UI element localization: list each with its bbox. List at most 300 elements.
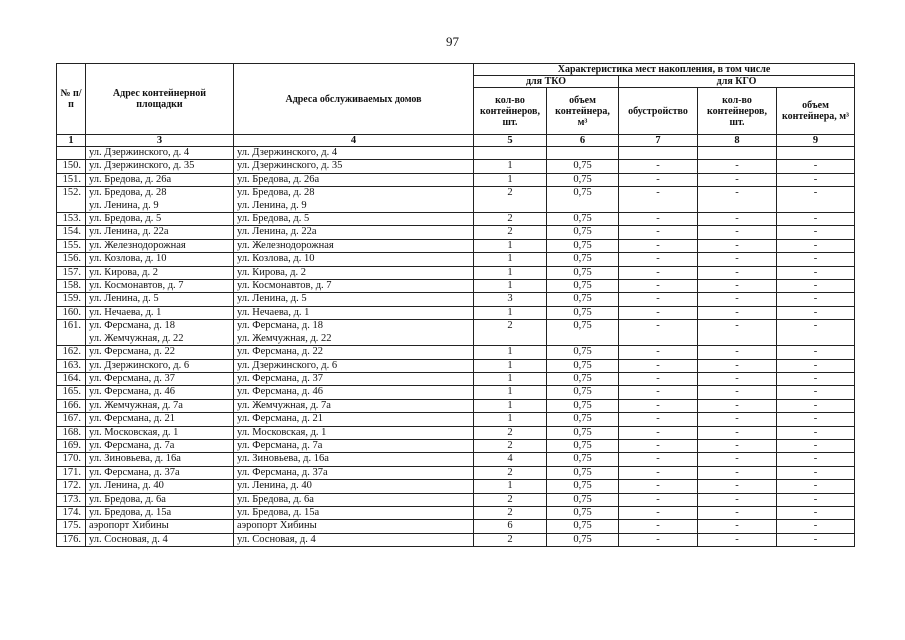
tko-volume-line: 0,75 xyxy=(573,280,592,292)
kgo-count-line: - xyxy=(735,426,739,438)
kgo-equipment xyxy=(619,399,698,412)
site-address xyxy=(86,320,234,346)
kgo-count xyxy=(698,506,777,519)
served-houses-line: ул. Бредова, д. 5 xyxy=(237,213,310,225)
site-address xyxy=(86,266,234,279)
kgo-count xyxy=(698,466,777,479)
kgo-equipment xyxy=(619,226,698,239)
kgo-count-line: - xyxy=(735,466,739,478)
kgo-volume-line: - xyxy=(813,413,818,425)
table-row xyxy=(57,306,855,319)
site-address xyxy=(86,493,234,506)
tko-volume-line: 0,75 xyxy=(573,239,592,251)
site-address xyxy=(86,453,234,466)
tko-volume-line: 0,75 xyxy=(573,226,592,238)
kgo-count-line: - xyxy=(735,320,739,332)
kgo-equipment xyxy=(619,253,698,266)
tko-count-line: 3 xyxy=(507,293,513,305)
served-houses-line: ул. Дзержинского, д. 6 xyxy=(237,359,338,371)
served-houses-line: ул. Космонавтов, д. 7 xyxy=(237,280,332,292)
row-number xyxy=(57,280,86,293)
table-row xyxy=(57,173,855,186)
kgo-volume-line: - xyxy=(813,372,818,384)
tko-volume-line: 0,75 xyxy=(573,173,592,185)
kgo-count xyxy=(698,253,777,266)
tko-count-line: 1 xyxy=(507,160,513,172)
tko-volume xyxy=(547,293,619,306)
tko-volume xyxy=(547,399,619,412)
kgo-equipment-line: - xyxy=(656,520,660,532)
site-address-line: ул. Сосновая, д. 4 xyxy=(89,533,168,545)
kgo-volume xyxy=(777,372,855,385)
kgo-count-line: - xyxy=(735,506,739,518)
tko-count xyxy=(474,520,547,533)
kgo-volume xyxy=(777,359,855,372)
kgo-volume xyxy=(777,386,855,399)
header-kgo: для КГО xyxy=(619,76,855,88)
kgo-volume-line: - xyxy=(813,346,818,358)
kgo-volume xyxy=(777,213,855,226)
tko-volume xyxy=(547,306,619,319)
kgo-equipment-line: - xyxy=(656,493,660,505)
kgo-count-line: - xyxy=(735,520,739,532)
kgo-volume-line: - xyxy=(813,239,818,251)
row-number xyxy=(57,306,86,319)
kgo-count xyxy=(698,413,777,426)
row-number-line: 160. xyxy=(62,306,81,318)
site-address-line: ул. Ферсмана, д. 21 xyxy=(89,413,175,425)
served-houses xyxy=(234,372,474,385)
served-houses-line: ул. Ферсмана, д. 46 xyxy=(237,386,323,398)
kgo-volume xyxy=(777,346,855,359)
tko-count-line: 4 xyxy=(507,453,513,465)
kgo-equipment-line: - xyxy=(656,359,660,371)
kgo-volume xyxy=(777,506,855,519)
row-number-line: 169. xyxy=(62,439,81,451)
kgo-equipment xyxy=(619,213,698,226)
table-row xyxy=(57,147,855,160)
site-address-line: ул. Дзержинского, д. 4 xyxy=(89,147,190,158)
site-address-line: ул. Бредова, д. 5 xyxy=(89,213,162,225)
tko-count-line: 1 xyxy=(507,399,513,411)
tko-volume-line: 0,75 xyxy=(573,533,592,545)
kgo-count-line: - xyxy=(735,226,739,238)
row-number xyxy=(57,506,86,519)
table-row xyxy=(57,426,855,439)
kgo-count xyxy=(698,173,777,186)
table-row xyxy=(57,359,855,372)
kgo-volume xyxy=(777,480,855,493)
kgo-equipment xyxy=(619,293,698,306)
site-address xyxy=(86,372,234,385)
served-houses-line: ул. Ферсмана, д. 21 xyxy=(237,413,323,425)
served-houses xyxy=(234,253,474,266)
served-houses xyxy=(234,359,474,372)
site-address xyxy=(86,480,234,493)
kgo-volume xyxy=(777,147,855,160)
tko-count xyxy=(474,426,547,439)
tko-count xyxy=(474,466,547,479)
row-number-line: 167. xyxy=(62,413,81,425)
container-sites-table xyxy=(56,63,855,547)
header-tko: для ТКО xyxy=(474,76,619,88)
site-address-line: ул. Козлова, д. 10 xyxy=(89,253,167,265)
table-row xyxy=(57,386,855,399)
tko-count-line: 1 xyxy=(507,480,513,492)
row-number-line: 163. xyxy=(62,359,81,371)
served-houses-line: ул. Бредова, д. 6а xyxy=(237,493,314,505)
served-houses-line: ул. Козлова, д. 10 xyxy=(237,253,315,265)
tko-count xyxy=(474,280,547,293)
column-index: 7 xyxy=(619,135,698,147)
tko-count-line: 1 xyxy=(507,346,513,358)
served-houses xyxy=(234,413,474,426)
kgo-volume xyxy=(777,453,855,466)
tko-volume-line: 0,75 xyxy=(573,346,592,358)
tko-volume xyxy=(547,346,619,359)
served-houses xyxy=(234,399,474,412)
kgo-count-line: - xyxy=(735,173,739,185)
table-row xyxy=(57,253,855,266)
kgo-equipment-line: - xyxy=(656,372,660,384)
row-number-line: 166. xyxy=(62,399,81,411)
served-houses-line: ул. Бредова, д. 28 xyxy=(237,187,315,199)
kgo-volume xyxy=(777,399,855,412)
kgo-volume-line: - xyxy=(813,280,818,292)
kgo-count-line: - xyxy=(735,359,739,371)
site-address-line: ул. Ферсмана, д. 22 xyxy=(89,346,175,358)
site-address-line: ул. Ленина, д. 9 xyxy=(89,199,159,211)
row-number-line: 175. xyxy=(62,520,81,532)
kgo-volume-line: - xyxy=(813,453,818,465)
row-number xyxy=(57,453,86,466)
site-address-line: ул. Дзержинского, д. 35 xyxy=(89,160,195,172)
kgo-equipment xyxy=(619,426,698,439)
kgo-equipment-line: - xyxy=(656,466,660,478)
tko-volume xyxy=(547,439,619,452)
table-row xyxy=(57,346,855,359)
site-address-line: ул. Кирова, д. 2 xyxy=(89,266,158,278)
kgo-volume-line: - xyxy=(813,520,818,532)
tko-count xyxy=(474,187,547,213)
tko-count xyxy=(474,346,547,359)
site-address-line: ул. Бредова, д. 28 xyxy=(89,187,167,199)
tko-volume-line: 0,75 xyxy=(573,160,592,172)
kgo-count-line: - xyxy=(735,453,739,465)
served-houses-line: ул. Жемчужная, д. 7а xyxy=(237,399,331,411)
row-number-line: 159. xyxy=(62,293,81,305)
row-number-line: 153. xyxy=(62,213,81,225)
kgo-count xyxy=(698,280,777,293)
kgo-equipment xyxy=(619,386,698,399)
kgo-count xyxy=(698,306,777,319)
column-index-row xyxy=(57,135,855,147)
tko-volume-line: 0,75 xyxy=(573,372,592,384)
kgo-volume xyxy=(777,239,855,252)
kgo-count-line: - xyxy=(735,160,739,172)
tko-volume xyxy=(547,226,619,239)
column-index: 6 xyxy=(547,135,619,147)
served-houses xyxy=(234,293,474,306)
site-address xyxy=(86,346,234,359)
site-address-line: ул. Жемчужная, д. 7а xyxy=(89,399,183,411)
tko-count xyxy=(474,226,547,239)
tko-volume xyxy=(547,453,619,466)
table-row xyxy=(57,160,855,173)
tko-count-line: 2 xyxy=(507,466,513,478)
site-address xyxy=(86,306,234,319)
kgo-volume xyxy=(777,439,855,452)
row-number-line: 174. xyxy=(62,506,81,518)
site-address-line: ул. Космонавтов, д. 7 xyxy=(89,280,184,292)
kgo-count xyxy=(698,147,777,160)
kgo-count-line: - xyxy=(735,280,739,292)
site-address xyxy=(86,426,234,439)
table-row xyxy=(57,320,855,346)
site-address-line: ул. Нечаева, д. 1 xyxy=(89,306,162,318)
tko-count-line: 1 xyxy=(507,253,513,265)
row-number-line: 164. xyxy=(62,372,81,384)
kgo-equipment xyxy=(619,413,698,426)
table-row xyxy=(57,213,855,226)
tko-volume xyxy=(547,506,619,519)
site-address-line: ул. Дзержинского, д. 6 xyxy=(89,359,190,371)
kgo-equipment xyxy=(619,306,698,319)
kgo-equipment-line: - xyxy=(656,453,660,465)
row-number xyxy=(57,413,86,426)
kgo-equipment xyxy=(619,520,698,533)
kgo-count-line: - xyxy=(735,293,739,305)
kgo-count-line: - xyxy=(735,439,739,451)
served-houses xyxy=(234,239,474,252)
kgo-count xyxy=(698,399,777,412)
kgo-volume xyxy=(777,173,855,186)
kgo-count xyxy=(698,453,777,466)
column-index: 1 xyxy=(57,135,86,147)
served-houses-line: ул. Дзержинского, д. 4 xyxy=(237,147,338,158)
kgo-volume-line: - xyxy=(813,493,818,505)
kgo-volume-line: - xyxy=(813,426,818,438)
site-address-line: ул. Жемчужная, д. 22 xyxy=(89,332,184,344)
table-row xyxy=(57,280,855,293)
kgo-count xyxy=(698,439,777,452)
tko-count-line: 6 xyxy=(507,520,513,532)
tko-count xyxy=(474,147,547,160)
kgo-equipment-line: - xyxy=(656,306,660,318)
row-number xyxy=(57,426,86,439)
kgo-volume-line: - xyxy=(813,480,818,492)
tko-count-line: 1 xyxy=(507,386,513,398)
tko-volume xyxy=(547,173,619,186)
row-number xyxy=(57,293,86,306)
row-number-line: 154. xyxy=(62,226,81,238)
tko-volume xyxy=(547,187,619,213)
site-address-line: ул. Зиновьева, д. 16а xyxy=(89,453,181,465)
kgo-volume-line: - xyxy=(813,320,818,332)
tko-volume xyxy=(547,520,619,533)
kgo-volume-line: - xyxy=(813,213,818,225)
served-houses-line: ул. Сосновая, д. 4 xyxy=(237,533,316,545)
tko-volume xyxy=(547,253,619,266)
kgo-volume xyxy=(777,533,855,546)
table-row xyxy=(57,439,855,452)
row-number-line: 173. xyxy=(62,493,81,505)
kgo-count xyxy=(698,213,777,226)
tko-volume xyxy=(547,266,619,279)
site-address-line: ул. Ферсмана, д. 46 xyxy=(89,386,175,398)
row-number-line: 172. xyxy=(62,480,81,492)
kgo-volume-line: - xyxy=(813,359,818,371)
site-address-line: ул. Ленина, д. 40 xyxy=(89,480,164,492)
tko-count-line: 2 xyxy=(507,493,513,505)
served-houses xyxy=(234,439,474,452)
row-number xyxy=(57,160,86,173)
tko-volume-line: 0,75 xyxy=(573,466,592,478)
kgo-count xyxy=(698,359,777,372)
tko-volume xyxy=(547,533,619,546)
kgo-volume-line: - xyxy=(813,386,818,398)
table-row xyxy=(57,239,855,252)
tko-volume-line: 0,75 xyxy=(573,359,592,371)
row-number-line: 165. xyxy=(62,386,81,398)
table-row xyxy=(57,480,855,493)
kgo-count xyxy=(698,293,777,306)
tko-count-line: 1 xyxy=(507,173,513,185)
served-houses-line: ул. Дзержинского, д. 35 xyxy=(237,160,343,172)
served-houses-line: ул. Зиновьева, д. 16а xyxy=(237,453,329,465)
site-address xyxy=(86,280,234,293)
row-number xyxy=(57,439,86,452)
tko-count-line: 1 xyxy=(507,280,513,292)
site-address xyxy=(86,253,234,266)
tko-count-line: 2 xyxy=(507,320,513,332)
served-houses-line: ул. Жемчужная, д. 22 xyxy=(237,332,332,344)
row-number xyxy=(57,520,86,533)
served-houses xyxy=(234,226,474,239)
served-houses xyxy=(234,506,474,519)
kgo-equipment-line: - xyxy=(656,533,660,545)
kgo-volume xyxy=(777,187,855,213)
kgo-volume xyxy=(777,280,855,293)
served-houses-line: ул. Ленина, д. 22а xyxy=(237,226,317,238)
row-number-line: 152. xyxy=(62,187,81,199)
kgo-equipment xyxy=(619,453,698,466)
kgo-count xyxy=(698,533,777,546)
column-index: 8 xyxy=(698,135,777,147)
tko-volume xyxy=(547,213,619,226)
tko-count xyxy=(474,320,547,346)
tko-count xyxy=(474,266,547,279)
kgo-count-line: - xyxy=(735,399,739,411)
served-houses xyxy=(234,386,474,399)
kgo-equipment-line: - xyxy=(656,266,660,278)
row-number xyxy=(57,266,86,279)
site-address xyxy=(86,359,234,372)
tko-count-line: 2 xyxy=(507,426,513,438)
kgo-volume-line: - xyxy=(813,266,818,278)
kgo-equipment-line: - xyxy=(656,293,660,305)
served-houses xyxy=(234,147,474,160)
served-houses-line: ул. Бредова, д. 15а xyxy=(237,506,320,518)
kgo-count xyxy=(698,320,777,346)
kgo-count-line: - xyxy=(735,493,739,505)
kgo-count xyxy=(698,266,777,279)
kgo-equipment xyxy=(619,280,698,293)
served-houses xyxy=(234,187,474,213)
kgo-count-line: - xyxy=(735,372,739,384)
site-address-line: ул. Бредова, д. 26а xyxy=(89,173,172,185)
served-houses-line: ул. Ферсмана, д. 22 xyxy=(237,346,323,358)
table-row xyxy=(57,520,855,533)
kgo-equipment-line: - xyxy=(656,386,660,398)
column-index: 3 xyxy=(86,135,234,147)
site-address xyxy=(86,226,234,239)
row-number-line: 156. xyxy=(62,253,81,265)
tko-volume-line: 0,75 xyxy=(573,413,592,425)
served-houses xyxy=(234,280,474,293)
kgo-equipment xyxy=(619,147,698,160)
kgo-equipment-line: - xyxy=(656,320,660,332)
kgo-count xyxy=(698,226,777,239)
tko-volume-line: 0,75 xyxy=(573,266,592,278)
kgo-equipment xyxy=(619,506,698,519)
table-row xyxy=(57,413,855,426)
header-site-address: Адрес контейнерной площадки xyxy=(86,64,234,135)
tko-volume-line: 0,75 xyxy=(573,187,592,199)
column-index: 4 xyxy=(234,135,474,147)
tko-count-line: 2 xyxy=(507,533,513,545)
tko-volume-line: 0,75 xyxy=(573,320,592,332)
tko-count xyxy=(474,372,547,385)
tko-volume xyxy=(547,426,619,439)
tko-count xyxy=(474,213,547,226)
row-number-line: 151. xyxy=(62,173,81,185)
tko-count xyxy=(474,399,547,412)
site-address-line: аэропорт Хибины xyxy=(89,520,169,532)
header-kgo-equipment: обустройство xyxy=(619,88,698,135)
kgo-equipment xyxy=(619,173,698,186)
tko-volume xyxy=(547,386,619,399)
kgo-count-line: - xyxy=(735,239,739,251)
row-number xyxy=(57,493,86,506)
kgo-volume xyxy=(777,293,855,306)
served-houses xyxy=(234,320,474,346)
kgo-equipment xyxy=(619,266,698,279)
tko-volume-line: 0,75 xyxy=(573,253,592,265)
tko-count xyxy=(474,506,547,519)
tko-volume-line: 0,75 xyxy=(573,520,592,532)
kgo-equipment-line: - xyxy=(656,213,660,225)
kgo-count xyxy=(698,480,777,493)
kgo-volume xyxy=(777,226,855,239)
table-row xyxy=(57,266,855,279)
tko-count-line: 2 xyxy=(507,439,513,451)
served-houses xyxy=(234,453,474,466)
site-address-line: ул. Ферсмана, д. 37а xyxy=(89,466,180,478)
header-tko-count: кол-во контейнеров, шт. xyxy=(474,88,547,135)
served-houses-line: аэропорт Хибины xyxy=(237,520,317,532)
site-address xyxy=(86,506,234,519)
tko-volume-line: 0,75 xyxy=(573,399,592,411)
header-no: № п/п xyxy=(57,64,86,135)
tko-volume xyxy=(547,413,619,426)
served-houses-line: ул. Московская, д. 1 xyxy=(237,426,327,438)
header-kgo-volume: объем контейнера, м³ xyxy=(777,88,855,135)
tko-count xyxy=(474,480,547,493)
tko-count xyxy=(474,160,547,173)
column-index: 5 xyxy=(474,135,547,147)
row-number-line: 168. xyxy=(62,426,81,438)
